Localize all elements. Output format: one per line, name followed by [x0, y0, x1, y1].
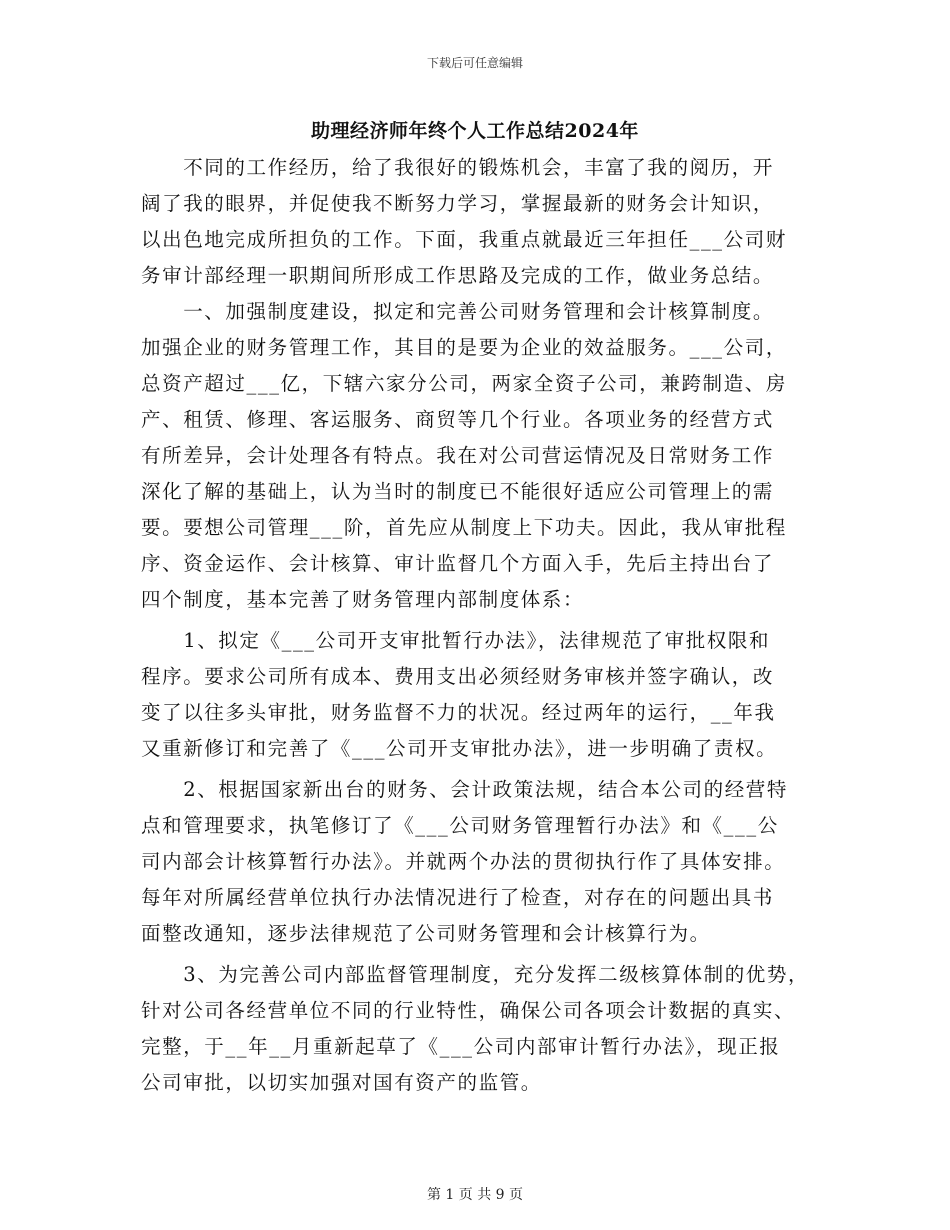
text-line: 总资产超过___亿，下辖六家分公司，两家全资子公司，兼跨制造、房	[141, 372, 787, 395]
text-line: 阔了我的眼界，并促使我不断努力学习，掌握最新的财务会计知识，	[141, 192, 775, 215]
text-line: 程序。要求公司所有成本、费用支出必须经财务审核并签字确认，改	[141, 665, 775, 688]
paragraph	[141, 150, 821, 294]
paragraph	[141, 772, 821, 952]
text-line: 又重新修订和完善了《___公司开支审批办法》，进一步明确了责权。	[141, 737, 778, 760]
text-line: 四个制度，基本完善了财务管理内部制度体系：	[141, 588, 585, 611]
text-line: 产、租赁、修理、客运服务、商贸等几个行业。各项业务的经营方式	[141, 408, 775, 431]
header-note: 下载后可任意编辑	[426, 56, 523, 70]
paragraph	[141, 957, 821, 1101]
text-line: 针对公司各经营单位不同的行业特性，确保公司各项会计数据的真实、	[141, 999, 796, 1022]
text-line: 每年对所属经营单位执行办法情况进行了检查，对存在的问题出具书	[141, 886, 775, 909]
text-line: 序、资金运作、会计核算、审计监督几个方面入手，先后主持出台了	[141, 552, 775, 575]
document-body	[141, 150, 821, 1101]
text-line: 面整改通知，逐步法律规范了公司财务管理和会计核算行为。	[141, 922, 711, 945]
document-title: 助理经济师年终个人工作总结2024年	[311, 120, 639, 142]
text-line: 务审计部经理一职期间所形成工作思路及完成的工作，做业务总结。	[141, 264, 775, 287]
text-line: 变了以往多头审批，财务监督不力的状况。经过两年的运行，__年我	[141, 701, 776, 724]
text-line: 加强企业的财务管理工作，其目的是要为企业的效益服务。___公司，	[141, 336, 787, 359]
paragraph	[141, 294, 821, 618]
text-line: 2、根据国家新出台的财务、会计政策法规，结合本公司的经营特	[141, 778, 789, 801]
text-line: 以出色地完成所担负的工作。下面，我重点就最近三年担任___公司财	[141, 228, 787, 251]
text-line: 点和管理要求，执笔修订了《___公司财务管理暂行办法》和《___公	[141, 814, 779, 837]
text-line: 深化了解的基础上，认为当时的制度已不能很好适应公司管理上的需	[141, 480, 775, 503]
page-number: 第 1 页 共 9 页	[426, 1187, 524, 1203]
paragraph	[141, 623, 821, 767]
text-line: 有所差异，会计处理各有特点。我在对公司营运情况及日常财务工作	[141, 444, 775, 467]
text-line: 1、拟定《___公司开支审批暂行办法》，法律规范了审批权限和	[141, 629, 771, 652]
text-line: 公司审批，以切实加强对国有资产的监管。	[141, 1071, 542, 1094]
text-line: 完整，于__年__月重新起草了《___公司内部审计暂行办法》，现正报	[141, 1035, 781, 1058]
text-line: 司内部会计核算暂行办法》。并就两个办法的贯彻执行作了具体安排。	[141, 850, 786, 873]
text-line: 3、为完善公司内部监督管理制度，充分发挥二级核算体制的优势，	[141, 963, 810, 986]
text-line: 一、加强制度建设，拟定和完善公司财务管理和会计核算制度。	[141, 300, 775, 323]
text-line: 不同的工作经历，给了我很好的锻炼机会，丰富了我的阅历，开	[141, 156, 775, 179]
text-line: 要。要想公司管理___阶，首先应从制度上下功夫。因此，我从审批程	[141, 516, 787, 539]
